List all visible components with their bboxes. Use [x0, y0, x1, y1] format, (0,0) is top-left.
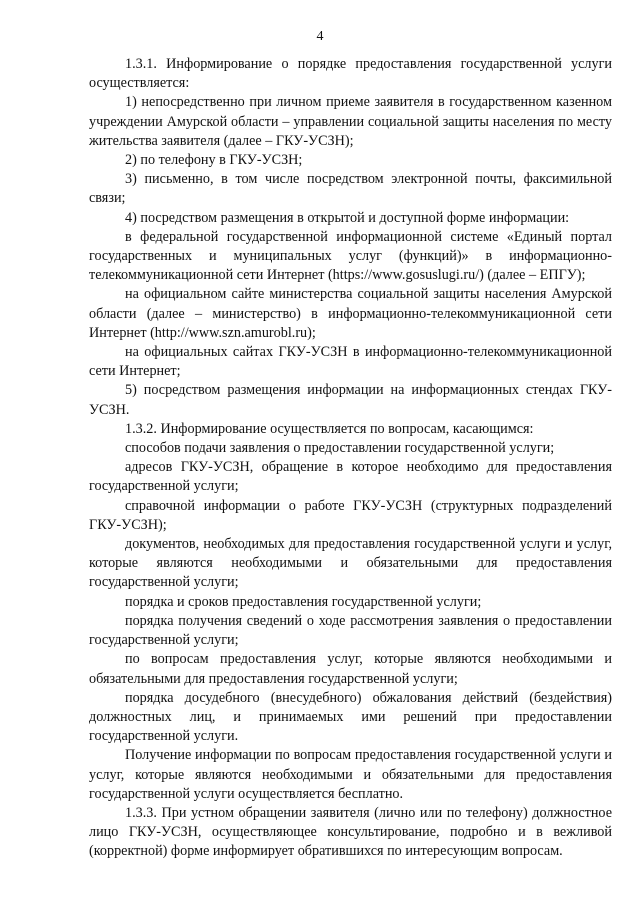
page-number: 4	[316, 29, 324, 44]
subitem-ministry-site: на официальном сайте министерства социальной защиты населения Амурской области (далее – министерство) в информационно-телекоммуникационной сети Интернет (http://www.szn.amurobl.ru);	[89, 286, 612, 341]
topic-reference-info: справочной информации о работе ГКУ-УСЗН (структурных подразделений ГКУ-УСЗН);	[89, 497, 612, 533]
topic-appeal-procedure: порядка досудебного (внесудебного) обжалования действий (бездействия) должностных лиц, и принимаемых ими решений при предоставлении государственной услуги.	[89, 689, 612, 745]
list-item-2: 2) по телефону в ГКУ-УСЗН;	[125, 152, 303, 169]
paragraph-1-3-1: 1.3.1. Информирование о порядке предоставления государственной услуги осуществляется:	[89, 56, 612, 92]
document-body	[89, 55, 612, 862]
topic-documents: документов, необходимых для предоставления государственной услуги и услуг, которые являются необходимыми и обязательными для предоставления государственной услуги;	[89, 536, 612, 591]
topic-procedure-terms: порядка и сроков предоставления государственной услуги;	[125, 593, 482, 610]
list-item-4: 4) посредством размещения в открытой и доступной форме информации:	[125, 209, 570, 226]
topic-application-methods: способов подачи заявления о предоставлении государственной услуги;	[125, 440, 555, 457]
topic-status-info: порядка получения сведений о ходе рассмотрения заявления о предоставлении государственной услуги;	[89, 612, 612, 649]
list-item-5: 5) посредством размещения информации на информационных стендах ГКУ-УСЗН.	[89, 382, 612, 418]
topic-addresses: адресов ГКУ-УСЗН, обращение в которое необходимо для предоставления государственной услуги;	[89, 459, 612, 495]
paragraph-free-info: Получение информации по вопросам предоставления государственной услуги и услуг, которые являются необходимыми и обязательными для предоставления государственной услуги осуществляется бесплатно.	[89, 747, 612, 802]
paragraph-1-3-3: 1.3.3. При устном обращении заявителя (лично или по телефону) должностное лицо ГКУ-УСЗН, осуществляющее консультирование, подробно и в вежливой (корректной) форме информирует обратившихся по интересующим вопросам.	[89, 804, 612, 860]
topic-required-services: по вопросам предоставления услуг, которые являются необходимыми и обязательными для предоставления государственной услуги;	[89, 651, 612, 687]
subitem-epgu: в федеральной государственной информационной системе «Единый портал государственных и муниципальных услуг (функций)» в информационно-телекоммуникационной сети Интернет (https://www.gosuslugi.ru/) (далее – ЕПГУ);	[89, 228, 612, 284]
list-item-1: 1) непосредственно при личном приеме заявителя в государственном казенном учреждении Амурской области – управлении социальной защиты населения по месту жительства заявителя (далее – ГКУ-УСЗН);	[89, 94, 612, 149]
paragraph-1-3-2: 1.3.2. Информирование осуществляется по вопросам, касающимся:	[125, 420, 534, 437]
subitem-gku-sites: на официальных сайтах ГКУ-УСЗН в информационно-телекоммуникационной сети Интернет;	[89, 344, 612, 380]
list-item-3: 3) письменно, в том числе посредством электронной почты, факсимильной связи;	[89, 171, 612, 207]
